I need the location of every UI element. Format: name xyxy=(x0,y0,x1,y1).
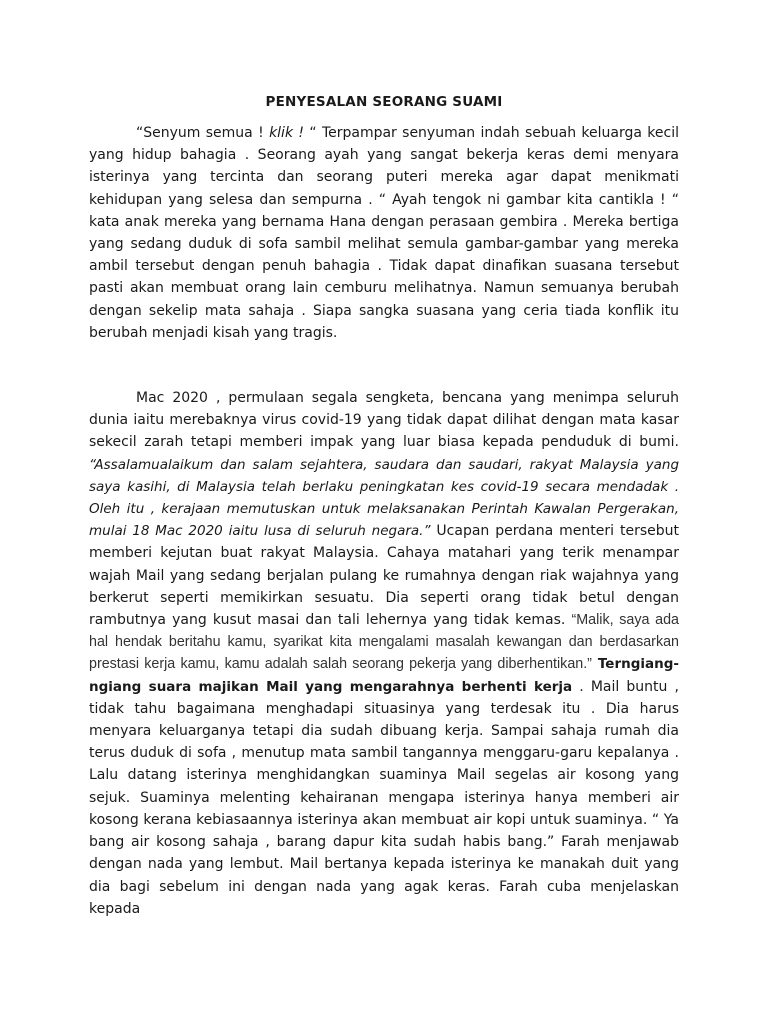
paragraph-2-employer-quote: “Malik, saya ada hal hendak beritahu kamu, syarikat kita mengalami masalah kewangan dan berdasarkan prestasi kerja kamu, kamu adalah salah seorang pekerja yang diberhentikan.” xyxy=(89,612,680,673)
paragraph-2-speech: dan salam sejahtera, saudara dan saudari, rakyat Malaysia yang saya kasihi, di Malaysia telah berlaku peningkatan kes covid-19 secara mendadak . Oleh itu , kerajaan memutuskan untuk melaksanakan Perintah Kawalan Pergerakan, mulai 18 Mac 2020 iaitu lusa di seluruh negara.” xyxy=(89,456,680,540)
paragraph-2-bold-phrase: Terngiang-ngiang suara majikan Mail yang mengarahnya berhenti kerja xyxy=(89,656,679,695)
paragraph-2-continuation: . Mail buntu , tidak tahu bagaimana menghadapi situasinya yang terdesak itu . Dia harus menyara keluarganya tetapi dia sudah dibuang kerja. Sampai sahaja rumah dia terus duduk di sofa , menutup mata sambil tangannya menggaru-garu kepalanya . Lalu datang isterinya menghidangkan suaminya Mail segelas air kosong yang sejuk. Suaminya melenting kehairanan mengapa isterinya hanya memberi air kosong kerana kebiasaannya isterinya akan membuat air kopi untuk suaminya. “ Ya bang air kosong sahaja , barang dapur kita sudah habis bang.” Farah menjawab dengan nada yang lembut. Mail bertanya kepada isterinya ke manakah duit yang dia bagi sebelum ini dengan nada yang agak keras. Farah cuba menjelaskan kepada xyxy=(89,678,679,917)
paragraph-1-text-a: “Senyum semua ! xyxy=(136,125,270,141)
paragraph-2-narration: Ucapan perdana menteri tersebut memberi kejutan buat rakyat Malaysia. Cahaya matahari yang terik menampar wajah Mail yang sedang berjalan pulang ke rumahnya dengan riak wajahnya yang berkerut seperti memikirkan sesuatu. Dia seperti orang tidak betul dengan rambutnya yang kusut masai dan tali lehernya yang tidak kemas. xyxy=(89,523,679,629)
paragraph-1 xyxy=(89,122,679,344)
document-title: PENYESALAN SEORANG SUAMI xyxy=(265,94,503,110)
paragraph-2 xyxy=(89,387,679,920)
paragraph-1-text-b: “ Terpampar senyuman indah sebuah keluarga kecil yang hidup bahagia . Seorang ayah yang sangat bekerja keras demi menyara isterinya yang tercinta dan seorang puteri mereka agar dapat menikmati kehidupan yang selesa dan sempurna . “ Ayah tengok ni gambar kita cantikla ! “ kata anak mereka yang bernama Hana dengan perasaan gembira . Mereka bertiga yang sedang duduk di sofa sambil melihat semula gambar-gambar yang mereka ambil tersebut dengan penuh bahagia . Tidak dapat dinafikan suasana tersebut pasti akan membuat orang lain cemburu melihatnya. Namun semuanya berubah dengan sekelip mata sahaja . Siapa sangka suasana yang ceria tiada konflik itu berubah menjadi kisah yang tragis. xyxy=(89,125,679,341)
paragraph-2-intro: Mac 2020 , permulaan segala sengketa, bencana yang menimpa seluruh dunia iaitu merebaknya virus covid-19 yang tidak dapat dilihat dengan mata kasar sekecil zarah tetapi memberi impak yang luar biasa kepada penduduk di bumi. xyxy=(89,390,679,451)
paragraph-1-italic-klik: klik ! xyxy=(269,125,305,141)
document-page xyxy=(89,92,679,920)
paragraph-2-greeting: “Assalamualaikum xyxy=(89,456,221,473)
